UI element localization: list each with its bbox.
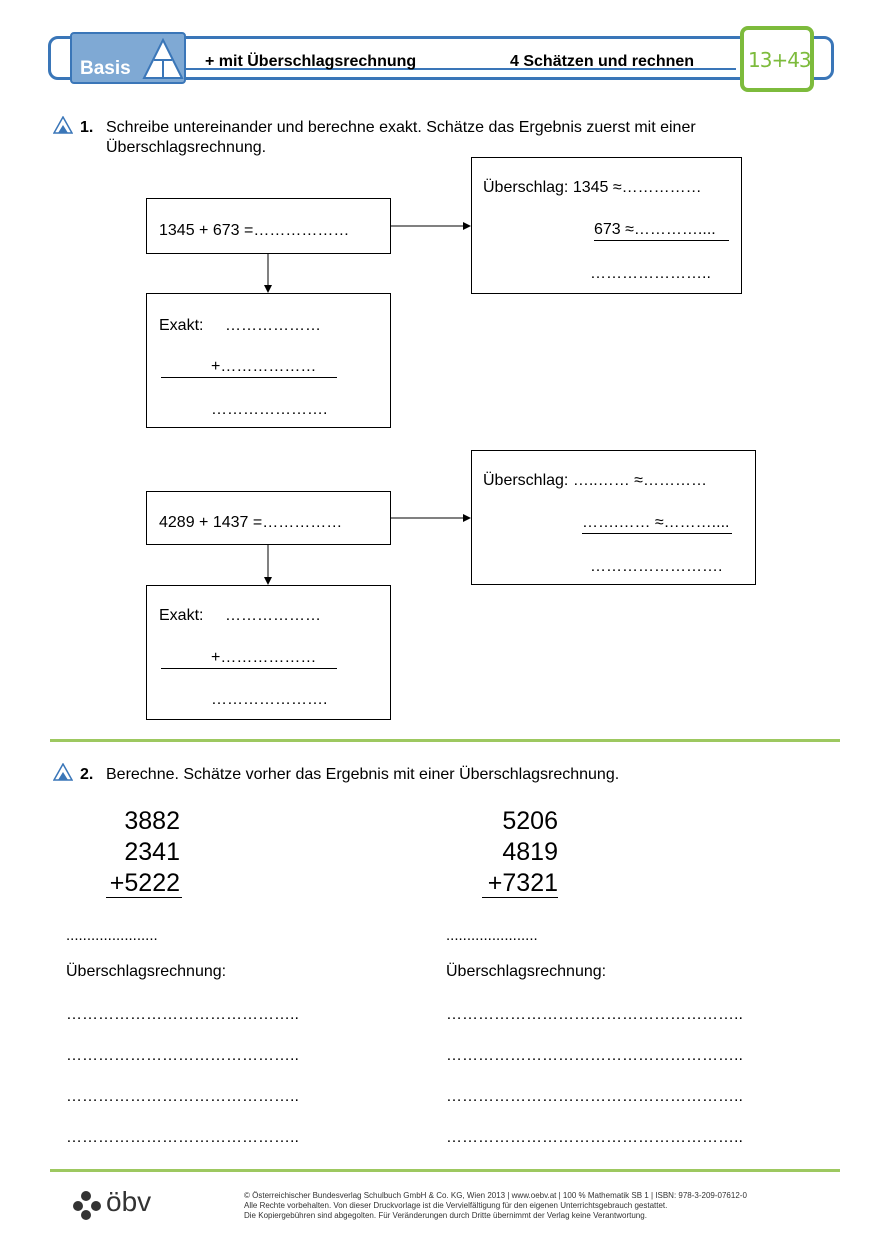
estimate-line-right[interactable]: ……………………………………………….. — [446, 1006, 743, 1023]
estimate-label-a: Überschlag: 1345 ≈…………… — [483, 179, 702, 196]
exact-label-b: Exakt: — [159, 607, 204, 624]
estimate-label-right: Überschlagsrechnung: — [446, 963, 607, 980]
basis-task-icon — [53, 763, 73, 781]
estimate-result-b[interactable]: ……………………. — [590, 558, 723, 575]
footer-divider — [50, 1169, 840, 1172]
sum-line-left — [106, 897, 182, 898]
estimate-line-left[interactable]: …………………………………….. — [66, 1088, 299, 1105]
estimate-result-a[interactable]: ………………….. — [590, 265, 711, 282]
equation-box-a — [146, 198, 391, 254]
exact-label-a: Exakt: — [159, 317, 204, 334]
estimate-line-right[interactable]: ……………………………………………….. — [446, 1088, 743, 1105]
estimate-label-b: Überschlag: …..…… ≈………… — [483, 472, 707, 489]
task1-number: 1. — [80, 119, 94, 136]
exact-line1-b[interactable]: ……………… — [225, 607, 321, 624]
exact-line1-a[interactable]: ……………… — [225, 317, 321, 334]
footer-rights: Alle Rechte vorbehalten. Von dieser Druckvorlage ist die Vervielfältigung für den eigenen Unterrichtsgebrauch gestattet. — [244, 1201, 668, 1210]
equation-a: 1345 + 673 =……………… — [159, 222, 350, 239]
task2-number: 2. — [80, 766, 94, 783]
estimate-line-right[interactable]: ……………………………………………….. — [446, 1047, 743, 1064]
section-divider — [50, 739, 840, 742]
estimate-line-left[interactable]: …………………………………….. — [66, 1047, 299, 1064]
badge-text: 13+43 — [748, 48, 811, 72]
header-topic: + mit Überschlagsrechnung — [205, 53, 417, 70]
task1-instruction-cont: Überschlagsrechnung. — [106, 139, 267, 156]
obv-logo-text: öbv — [106, 1186, 152, 1217]
estimate-line-left[interactable]: …………………………………….. — [66, 1006, 299, 1023]
estimate-line2-a[interactable]: 673 ≈………….... — [594, 220, 729, 241]
exact-box-a — [146, 293, 391, 428]
task2-instruction: Berechne. Schätze vorher das Ergebnis mit einer Überschlagsrechnung. — [106, 766, 620, 783]
addend3-left: +5222 — [109, 869, 180, 897]
addend2-right: 4819 — [502, 838, 558, 866]
task1-instruction: Schreibe untereinander und berechne exakt. Schätze das Ergebnis zuerst mit einer — [106, 119, 696, 136]
estimate-line-left[interactable]: …………………………………….. — [66, 1129, 299, 1146]
exact-result-a[interactable]: …………………. — [211, 401, 328, 418]
addend3-right: +7321 — [487, 869, 558, 897]
estimate-label-left: Überschlagsrechnung: — [66, 963, 227, 980]
exact-line2-a[interactable]: +……………… — [161, 357, 337, 378]
obv-logo-icon — [72, 1190, 104, 1220]
header-chapter: 4 Schätzen und rechnen — [510, 53, 695, 70]
estimate-box-b — [471, 450, 756, 585]
exact-result-b[interactable]: …………………. — [211, 691, 328, 708]
result-right[interactable]: ...................... — [446, 927, 538, 944]
estimate-line2-b[interactable]: …….…… ≈……….... — [582, 513, 732, 534]
estimate-box-a — [471, 157, 742, 294]
exact-line2-b[interactable]: +……………… — [161, 648, 337, 669]
equation-b: 4289 + 1437 =…………… — [159, 514, 343, 531]
addend1-right: 5206 — [502, 807, 558, 835]
result-left[interactable]: ...................... — [66, 927, 158, 944]
estimate-line-right[interactable]: ……………………………………………….. — [446, 1129, 743, 1146]
basis-label: Basis — [80, 58, 131, 79]
addend1-left: 3882 — [124, 807, 180, 835]
equation-box-b — [146, 491, 391, 545]
footer-disclaimer: Die Kopiergebühren sind abgegolten. Für Veränderungen durch Dritte übernimmt der Verlag keine Verantwortung. — [244, 1211, 647, 1220]
exact-box-b — [146, 585, 391, 720]
addend2-left: 2341 — [124, 838, 180, 866]
footer-copyright: © Österreichischer Bundesverlag Schulbuch GmbH & Co. KG, Wien 2013 | www.oebv.at | 100 % Mathematik SB 1 | ISBN: 978-3-209-07612-0 — [244, 1191, 747, 1200]
sum-line-right — [482, 897, 558, 898]
